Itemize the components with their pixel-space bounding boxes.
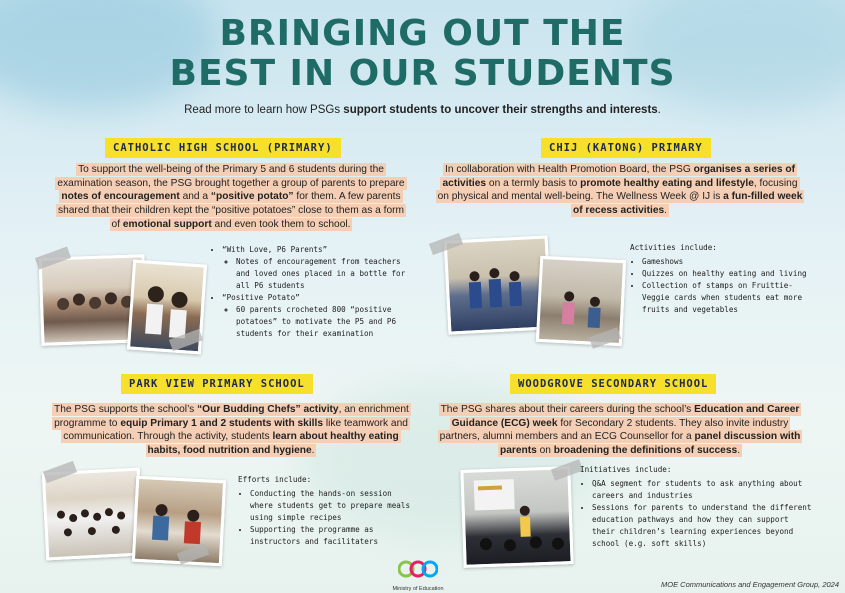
list-item: ◦ 60 parents crocheted 800 “positive potatoes” to motivate the P5 and P6 students for their examination xyxy=(236,304,410,340)
page-title: BRINGING OUT THE BEST IN OUR STUDENTS xyxy=(169,13,676,94)
list-item: • Q&A segment for students to ask anything about careers and industries xyxy=(592,478,812,502)
catholic-high-bullets xyxy=(210,244,410,340)
logo-caption: Ministry of Education xyxy=(392,586,444,592)
chij-paragraph: In collaboration with Health Promotion Board, the PSG organises a series of activities on a termly basis to promote healthy eating and lifestyle, focusing on physical and mental well-being. The Wellness Week @ IJ is a fun-filled week of recess activities. xyxy=(437,164,803,217)
woodgrove-bullets: Initiatives include: • Q&A segment for students to ask anything about careers and industries • Sessions for parents to understand the different education pathways and how they can support their children’s learning experiences beyond school (e.g. soft skills) xyxy=(580,464,812,550)
catholic-high-paragraph: To support the well-being of the Primary 5 and 6 students during the examination season, the PSG brought together a group of parents to prepare notes of encouragement and a “positive potato” for them. A few parents shared that their children kept the “positive potatoes” close to them as a form of emotional support and even took them to school. xyxy=(57,164,405,230)
list-item: • Quizzes on healthy eating and living xyxy=(642,268,810,280)
section-tag-catholic-high: CATHOLIC HIGH SCHOOL (PRIMARY) xyxy=(105,138,341,158)
list-item: • Sessions for parents to understand the different education pathways and how they can support their children’s learning experiences beyond school (e.g. soft skills) xyxy=(592,502,812,550)
list-item: ◦ Notes of encouragement from teachers and loved ones placed in a bottle for all P6 students xyxy=(236,256,410,292)
psg-logo-mark xyxy=(398,558,438,580)
chij-bullets: Activities include: • Gameshows • Quizzes on healthy eating and living • Collection of stamps on Fruittie-Veggie cards when students eat more fruits and vegetables xyxy=(630,242,810,316)
list-item: • Collection of stamps on Fruittie-Veggie cards when students eat more fruits and vegetables xyxy=(642,280,810,316)
section-tag-woodgrove: WOODGROVE SECONDARY SCHOOL xyxy=(510,374,716,394)
footer-credit: MOE Communications and Engagement Group, 2024 xyxy=(660,580,839,589)
page-subtitle: Read more to learn how PSGs support students to uncover their strengths and interests. xyxy=(184,104,661,116)
photo-ecg-panel xyxy=(460,466,573,568)
psg-logo xyxy=(392,558,444,592)
photo-budding-chefs-class xyxy=(42,467,144,560)
list-item: • Supporting the programme as instructors and facilitaters xyxy=(250,524,410,548)
list-item: • Conducting the hands-on session where students get to prepare meals using simple recipes xyxy=(250,488,410,524)
park-view-paragraph: The PSG supports the school’s “Our Budding Chefs” activity, an enrichment programme to equip Primary 1 and 2 students with skills like teamwork and communication. Through the activity, students learn about healthy eating habits, food nutrition and hygiene. xyxy=(54,404,409,457)
list-item: • “With Love, P6 Parents” xyxy=(222,244,410,256)
section-tag-park-view: PARK VIEW PRIMARY SCHOOL xyxy=(121,374,313,394)
woodgrove-paragraph: The PSG shares about their careers during the school’s Education and Career Guidance (ECG) week for Secondary 2 students. They also invite industry partners, alumni members and an ECG Counsellor for a panel discussion with parents on broadening the definitions of success. xyxy=(439,404,801,457)
list-item: • “Positive Potato” xyxy=(222,292,410,304)
park-view-bullets: Efforts include: • Conducting the hands-on session where students get to prepare meals using simple recipes • Supporting the programme as instructors and facilitaters xyxy=(238,474,410,548)
section-tag-chij: CHIJ (KATONG) PRIMARY xyxy=(541,138,711,158)
list-item: • Gameshows xyxy=(642,256,810,268)
